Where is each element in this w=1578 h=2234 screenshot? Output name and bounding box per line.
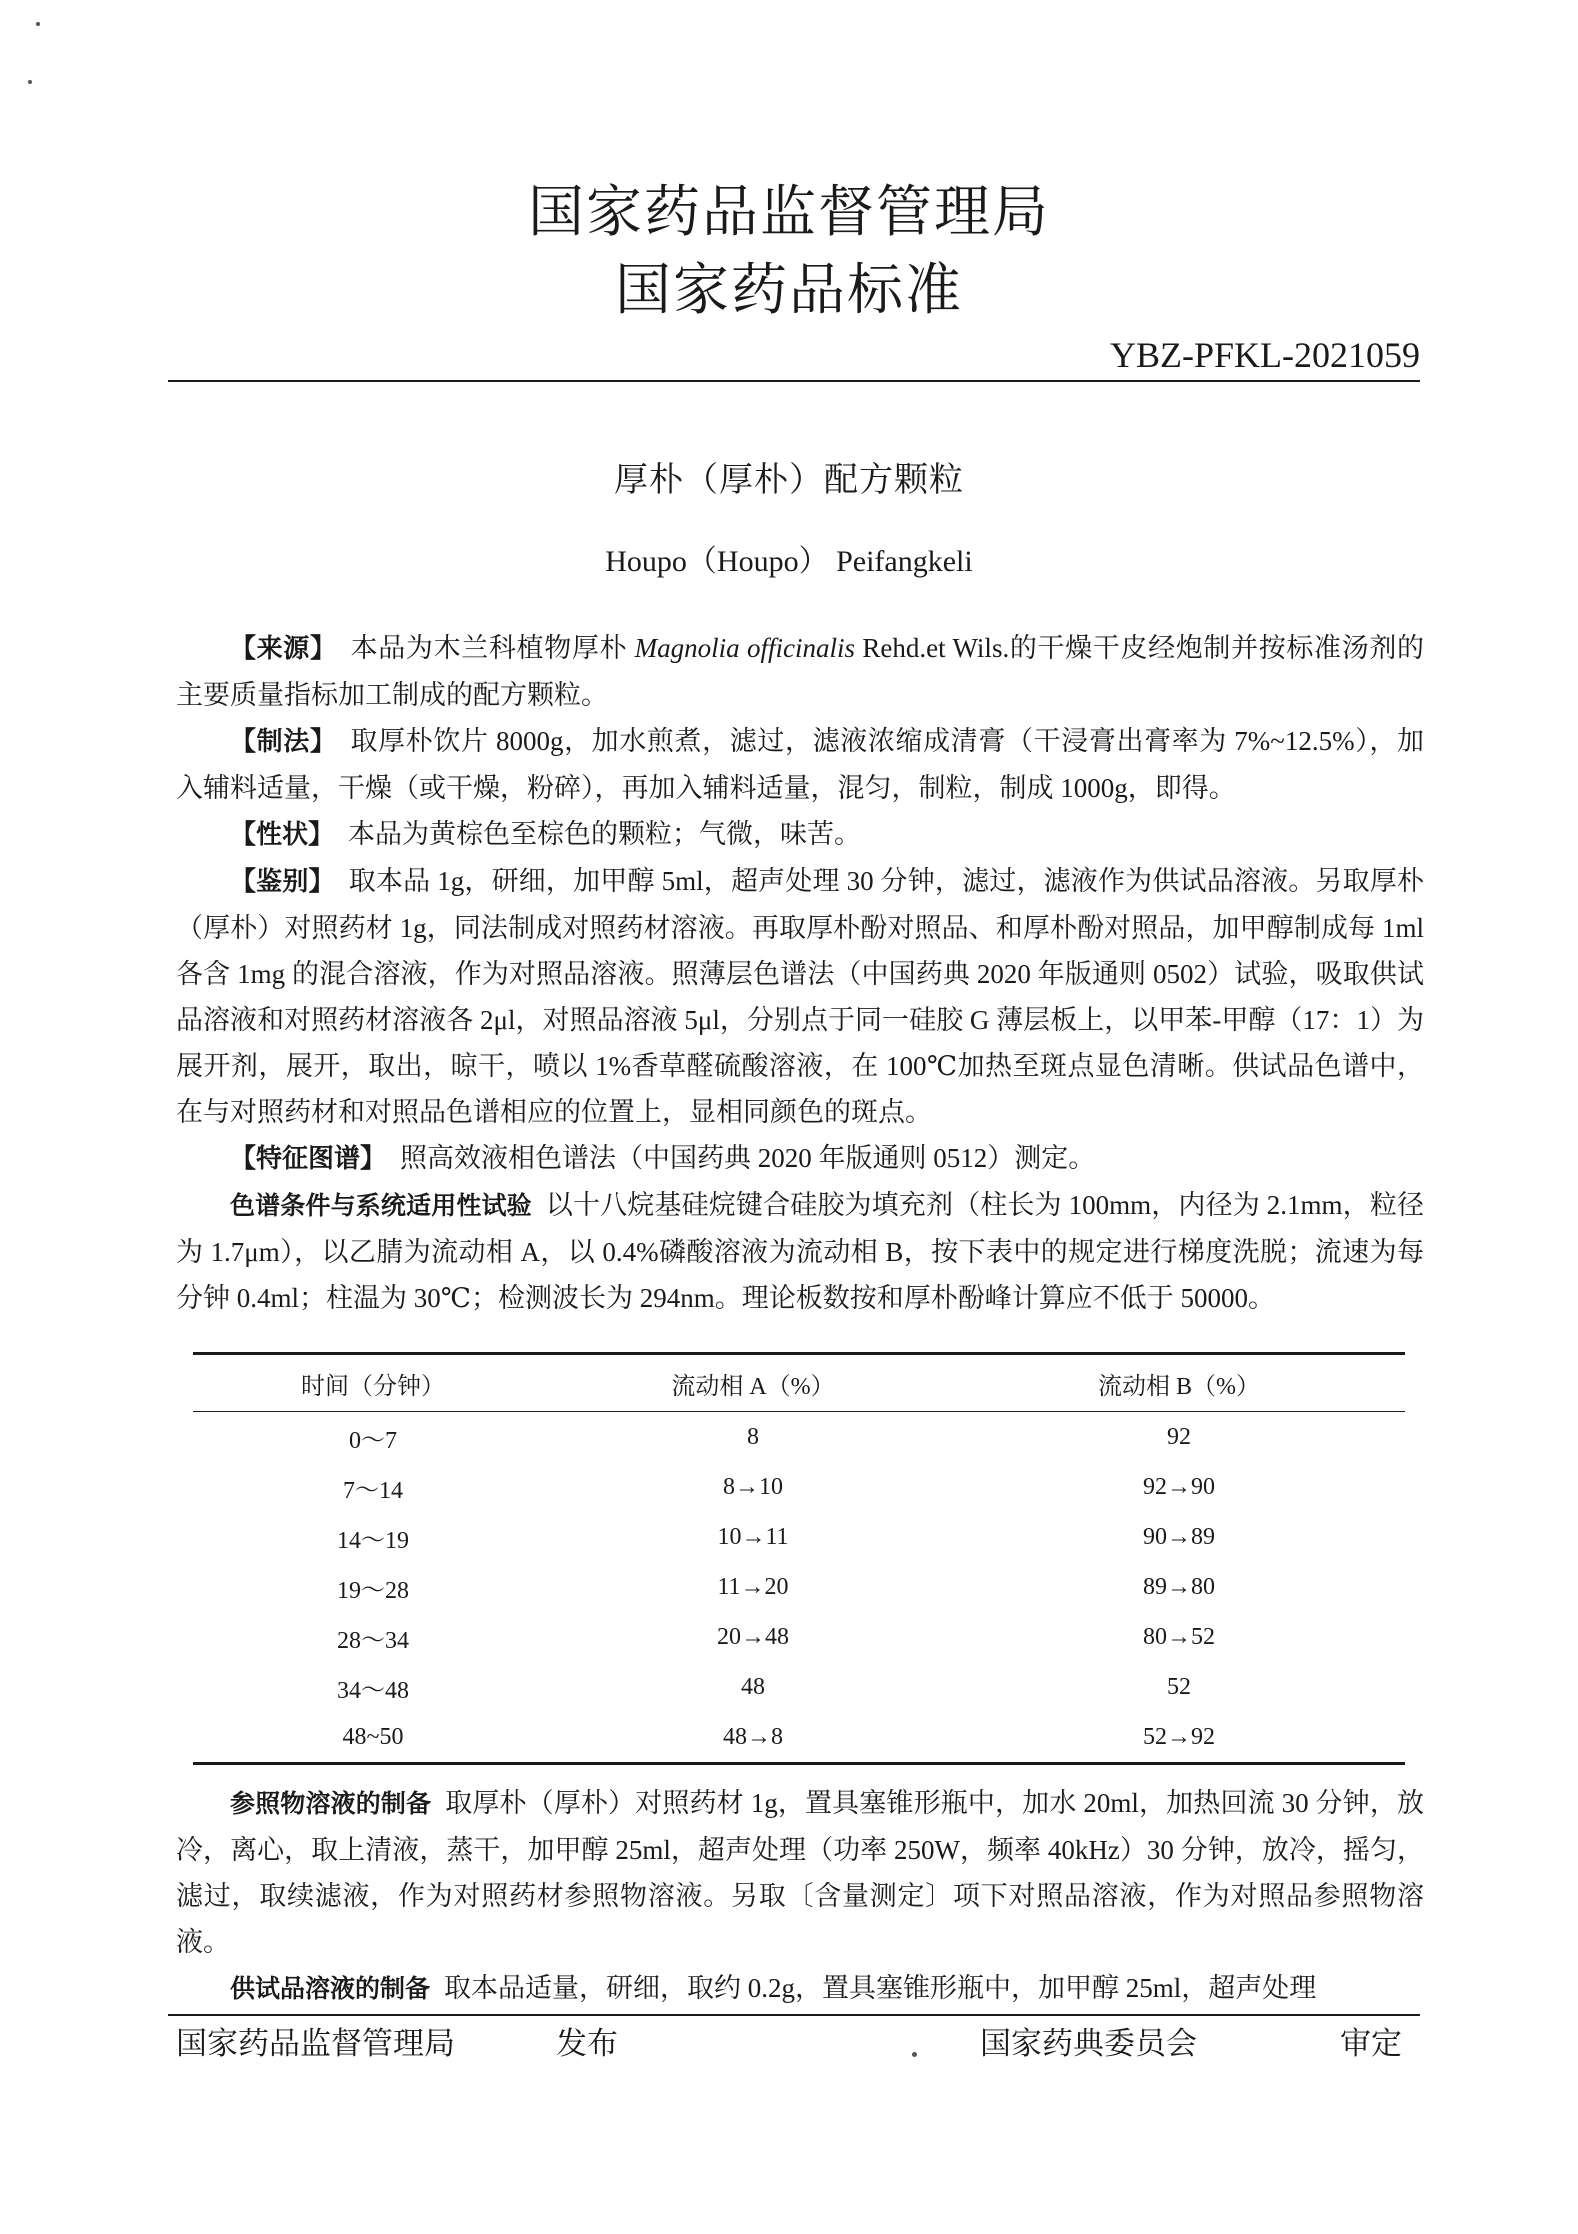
table-row — [193, 1562, 1405, 1612]
section-label: 【性状】 — [230, 820, 335, 850]
footer-issuer-action: 发布 — [556, 2026, 618, 2062]
table-row — [193, 1712, 1405, 1764]
subsection-label: 参照物溶液的制备 — [230, 1789, 432, 1818]
cell-phase-a: 20→48 — [717, 1623, 789, 1650]
cell-time: 14～19 — [337, 1527, 409, 1554]
cell-time: 34～48 — [337, 1677, 409, 1704]
section-text: 以十八烷基硅烷键合硅胶为填充剂（柱长为 100mm，内径为 2.1mm，粒径为 1.7μm），以乙腈为流动相 A，以 0.4%磷酸溶液为流动相 B，按下表中的规定进行梯度洗脱；流速为每分钟 0.4ml；柱温为 30℃；检测波长为 294nm。理论板数按和厚朴酚峰计算应不低于 50000。 — [176, 1190, 1424, 1313]
scan-speck — [912, 2052, 917, 2057]
standard-title: 国家药品标准 — [615, 258, 963, 323]
cell-time: 19～28 — [337, 1577, 409, 1604]
section-text: 取本品 1g，研细，加甲醇 5ml，超声处理 30 分钟，滤过，滤液作为供试品溶液。另取厚朴（厚朴）对照药材 1g，同法制成对照药材溶液。再取厚朴酚对照品、和厚朴酚对照品，加甲醇制成每 1ml 各含 1mg 的混合溶液，作为对照品溶液。照薄层色谱法（中国药典 2020 年版通则 0502）试验，吸取供试品溶液和对照药材溶液各 2μl，对照品溶液 5μl，分别点于同一硅胶 G 薄层板上，以甲苯-甲醇（17：1）为展开剂，展开，取出，晾干，喷以 1%香草醛硫酸溶液，在 100℃加热至斑点显色清晰。供试品色谱中，在与对照药材和对照品色谱相应的位置上，显相同颜色的斑点。 — [176, 866, 1424, 1127]
section-label: 【特征图谱】 — [230, 1144, 387, 1174]
section-chromatographic-conditions — [176, 1182, 1424, 1321]
cell-phase-a: 8→10 — [723, 1473, 783, 1500]
column-header-phase-b: 流动相 B（%） — [1098, 1373, 1260, 1400]
latin-name: Magnolia officinalis — [634, 633, 855, 663]
cell-time: 7～14 — [343, 1477, 403, 1504]
table-row — [193, 1612, 1405, 1662]
issuer-title: 国家药品监督管理局 — [528, 180, 1050, 245]
section-identification — [176, 858, 1424, 1135]
cell-phase-a: 10→11 — [717, 1523, 789, 1550]
cell-phase-a: 48 — [741, 1673, 765, 1700]
section-text: 照高效液相色谱法（中国药典 2020 年版通则 0512）测定。 — [400, 1143, 1096, 1173]
cell-phase-b: 80→52 — [1143, 1623, 1215, 1650]
section-text: Rehd.et Wils.的干燥干皮经炮制并按标准汤剂的主要质量指标加工制成的配方颗粒。 — [176, 633, 1425, 710]
section-label: 【制法】 — [230, 727, 337, 757]
cell-phase-a: 48→8 — [723, 1723, 783, 1750]
section-text: 取本品适量，研细，取约 0.2g，置具塞锥形瓶中，加甲醇 25ml，超声处理 — [444, 1973, 1317, 2003]
scan-speck — [28, 80, 32, 84]
cell-phase-b: 92 — [1167, 1423, 1191, 1450]
table-row — [193, 1512, 1405, 1562]
subsection-label: 供试品溶液的制备 — [230, 1974, 431, 2003]
footer-reviewer-action: 审定 — [1340, 2026, 1402, 2062]
header-divider — [168, 380, 1420, 382]
cell-time: 48~50 — [342, 1723, 404, 1750]
section-text: 取厚朴（厚朴）对照药材 1g，置具塞锥形瓶中，加水 20ml，加热回流 30 分钟，放冷，离心，取上清液，蒸干，加甲醇 25ml，超声处理（功率 250W，频率 40kHz）30 分钟，放冷，摇匀，滤过，取续滤液，作为对照药材参照物溶液。另取〔含量测定〕项下对照品溶液，作为对照品参照物溶液。 — [176, 1788, 1424, 1957]
scan-speck — [36, 22, 40, 26]
table-row — [193, 1412, 1405, 1463]
footer-divider — [168, 2014, 1420, 2016]
table-header-row — [193, 1354, 1405, 1412]
footer-issuer: 国家药品监督管理局 — [176, 2026, 455, 2062]
cell-time: 0～7 — [349, 1427, 397, 1454]
cell-time: 28～34 — [337, 1627, 409, 1654]
subsection-label: 色谱条件与系统适用性试验 — [230, 1191, 532, 1220]
footer-reviewer: 国家药典委员会 — [980, 2026, 1197, 2062]
gradient-table — [193, 1352, 1405, 1765]
section-text: 本品为木兰科植物厚朴 — [350, 633, 628, 663]
column-header-time: 时间（分钟） — [301, 1373, 445, 1400]
cell-phase-a: 11→20 — [717, 1573, 789, 1600]
cell-phase-b: 92→90 — [1143, 1473, 1215, 1500]
product-name-en: Houpo（Houpo） Peifangkeli — [605, 545, 973, 578]
standard-number: YBZ-PFKL-2021059 — [1109, 335, 1420, 375]
section-fingerprint — [176, 1135, 1424, 1182]
column-header-phase-a: 流动相 A（%） — [671, 1373, 835, 1400]
cell-phase-a: 8 — [747, 1423, 759, 1450]
section-reference-solution — [176, 1780, 1424, 1965]
section-test-solution — [176, 1965, 1424, 2012]
section-source — [176, 625, 1424, 718]
section-label: 【鉴别】 — [230, 867, 335, 897]
product-name-cn: 厚朴（厚朴）配方颗粒 — [614, 460, 964, 500]
document-body — [176, 625, 1424, 1321]
section-preparation — [176, 718, 1424, 811]
section-label: 【来源】 — [230, 634, 337, 664]
cell-phase-b: 90→89 — [1143, 1523, 1215, 1550]
section-text: 本品为黄棕色至棕色的颗粒；气微，味苦。 — [348, 819, 862, 849]
cell-phase-b: 52→92 — [1143, 1723, 1215, 1750]
table-row — [193, 1662, 1405, 1712]
section-text: 取厚朴饮片 8000g，加水煎煮，滤过，滤液浓缩成清膏（干浸膏出膏率为 7%~12.5%），加入辅料适量，干燥（或干燥，粉碎），再加入辅料适量，混匀，制粒，制成 1000g，即得。 — [176, 726, 1424, 803]
table-row — [193, 1462, 1405, 1512]
document-body-continued — [176, 1780, 1424, 2012]
cell-phase-b: 89→80 — [1143, 1573, 1215, 1600]
section-characteristics — [176, 811, 1424, 858]
cell-phase-b: 52 — [1167, 1673, 1191, 1700]
